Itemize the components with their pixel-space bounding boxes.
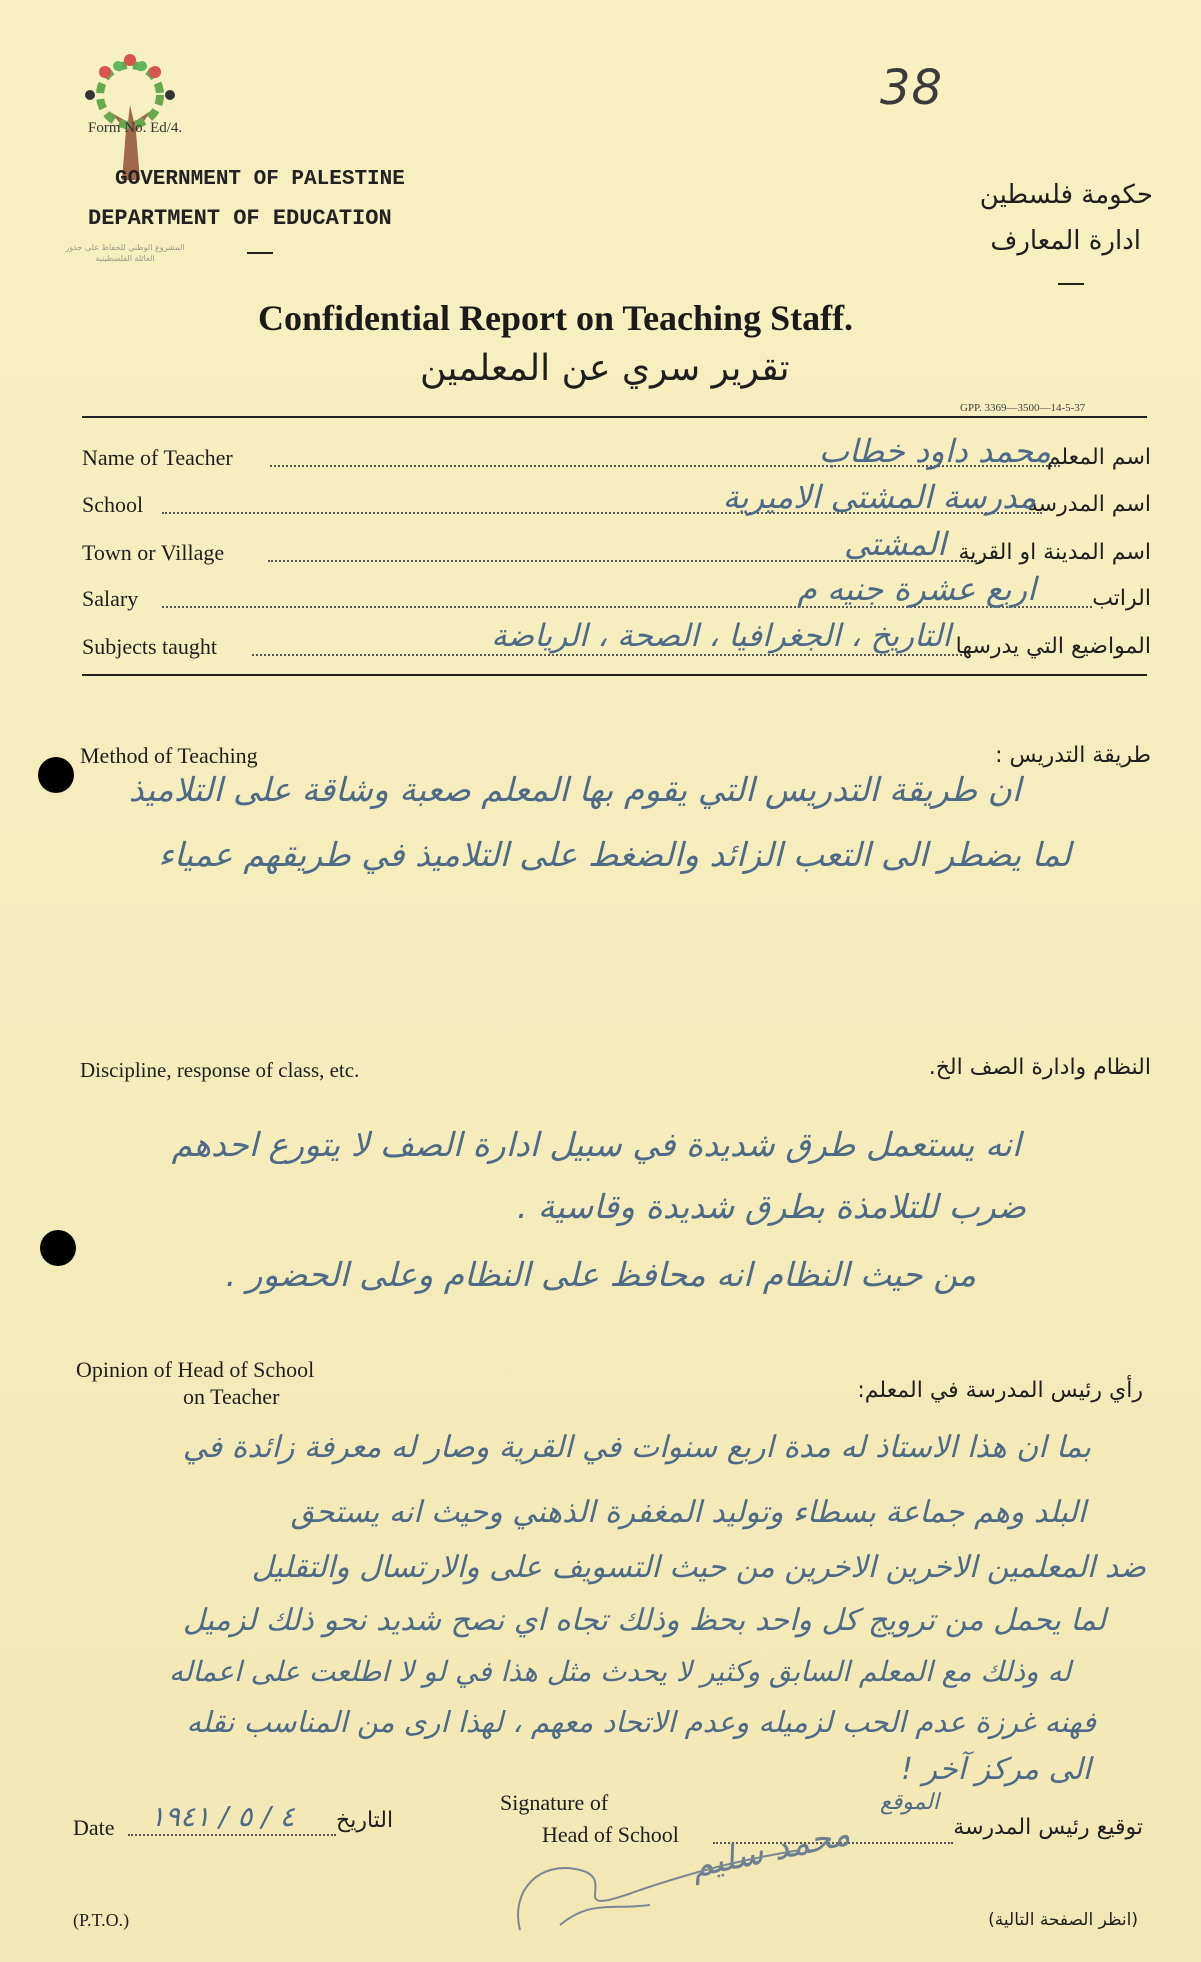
discipline-label-en: Discipline, response of class, etc. [80, 1058, 360, 1082]
department-title-en: DEPARTMENT OF EDUCATION [88, 206, 392, 231]
logo-lettering: المشروع الوطني للحفاظ على جذور العائلة الفلسطينية [65, 243, 185, 263]
field-label-ar: اسم المدرسة [1026, 492, 1151, 517]
tree-logo [70, 50, 190, 180]
punch-hole-top [38, 757, 74, 793]
fields-bottom-rule [82, 674, 1147, 676]
opinion-line: بما ان هذا الاستاذ له مدة اربع سنوات في القرية وصار له معرفة زائدة في [182, 1430, 1091, 1465]
field-label-ar: اسم المعلم [1046, 445, 1151, 470]
department-title-ar: ادارة المعارف [990, 226, 1141, 256]
header-dash-right [1058, 283, 1084, 285]
field-label-en: Salary [82, 586, 139, 611]
report-title-ar: تقرير سري عن المعلمين [420, 348, 790, 389]
field-label-ar: الراتب [1092, 586, 1151, 611]
field-label-ar: المواضيع التي يدرسها [955, 634, 1151, 659]
method-label-ar: طريقة التدريس : [995, 743, 1151, 768]
method-line: ان طريقة التدريس التي يقوم بها المعلم صعبة وشاقة على التلاميذ [128, 770, 1021, 809]
field-label-en: Subjects taught [82, 634, 218, 659]
field-value: التاريخ ، الجغرافيا ، الصحة ، الرياضة [491, 618, 951, 654]
field-label-en: Town or Village [82, 540, 225, 565]
signature-scribble [500, 1830, 820, 1940]
opinion-line: فهنه غرزة عدم الحب لزميله وعدم الاتحاد معهم ، لهذا ارى من المناسب نقله [186, 1705, 1096, 1739]
signature-note: الموقع [880, 1790, 940, 1815]
discipline-line: انه يستعمل طرق شديدة في سبيل ادارة الصف لا يتورع احدهم [171, 1125, 1021, 1164]
field-value: اربع عشرة جنيه م [797, 570, 1036, 608]
field-value: مدرسة المشتى الاميرية [722, 478, 1036, 516]
page-number: 38 [880, 60, 944, 116]
opinion-line: البلد وهم جماعة بسطاء وتوليد المغفرة الذهني وحيث انه يستحق [290, 1495, 1086, 1530]
opinion-line: الى مركز آخر ! [900, 1752, 1091, 1787]
title-rule [82, 416, 1147, 418]
field-label-ar: اسم المدينة او القرية [958, 540, 1151, 565]
opinion-label-ar: رأي رئيس المدرسة في المعلم: [857, 1378, 1143, 1403]
signature-label-ar: توقيع رئيس المدرسة [953, 1815, 1143, 1840]
signature-label-2: Head of School [542, 1822, 679, 1847]
field-value: المشتى [843, 525, 946, 563]
opinion-label-en-2: on Teacher [183, 1384, 280, 1409]
pto-ar: (انظر الصفحة التالية) [988, 1910, 1138, 1930]
discipline-line: ضرب للتلامذة بطرق شديدة وقاسية . [516, 1187, 1026, 1226]
opinion-line: ضد المعلمين الاخرين الاخرين من حيث التسويف على والارتسال والتقليل [251, 1550, 1146, 1585]
form-number: Form No. Ed/4. [88, 120, 183, 136]
government-title-ar: حكومة فلسطين [979, 180, 1153, 210]
date-label-ar: التاريخ [336, 1808, 394, 1833]
date-dotline [128, 1834, 336, 1836]
print-code: GPP. 3369—3500—14-5-37 [960, 402, 1086, 414]
pto-en: (P.T.O.) [73, 1910, 130, 1930]
field-label-en: School [82, 492, 144, 517]
report-title-en: Confidential Report on Teaching Staff. [258, 298, 854, 338]
field-value: محمد داود خطاب [818, 432, 1051, 470]
field-dotline [252, 654, 962, 656]
discipline-label-ar: النظام وادارة الصف الخ. [928, 1055, 1151, 1080]
method-label-en: Method of Teaching [80, 743, 258, 768]
header-dash-left [247, 252, 273, 254]
field-label-en: Name of Teacher [82, 445, 233, 470]
signature-value: محمد سليم [687, 1813, 854, 1887]
opinion-label-en-1: Opinion of Head of School [76, 1357, 315, 1382]
opinion-line: له وذلك مع المعلم السابق وكثير لا يحدث مثل هذا في لو لا اطلعت على اعماله [168, 1655, 1071, 1688]
signature-label-1: Signature of [500, 1790, 609, 1815]
method-line: لما يضطر الى التعب الزائد والضغط على التلاميذ في طريقهم عمياء [158, 835, 1071, 874]
discipline-line: من حيث النظام انه محافظ على النظام وعلى الحضور . [225, 1255, 976, 1294]
date-value: ٤ / ٥ / ١٩٤١ [150, 1800, 295, 1833]
government-title-en: GOVERNMENT OF PALESTINE [115, 168, 405, 191]
date-label-en: Date [73, 1815, 115, 1840]
punch-hole-bottom [40, 1230, 76, 1266]
opinion-line: لما يحمل من ترويج كل واحد بحظ وذلك تجاه اي نصح شديد نحو ذلك لزميل [182, 1603, 1106, 1638]
